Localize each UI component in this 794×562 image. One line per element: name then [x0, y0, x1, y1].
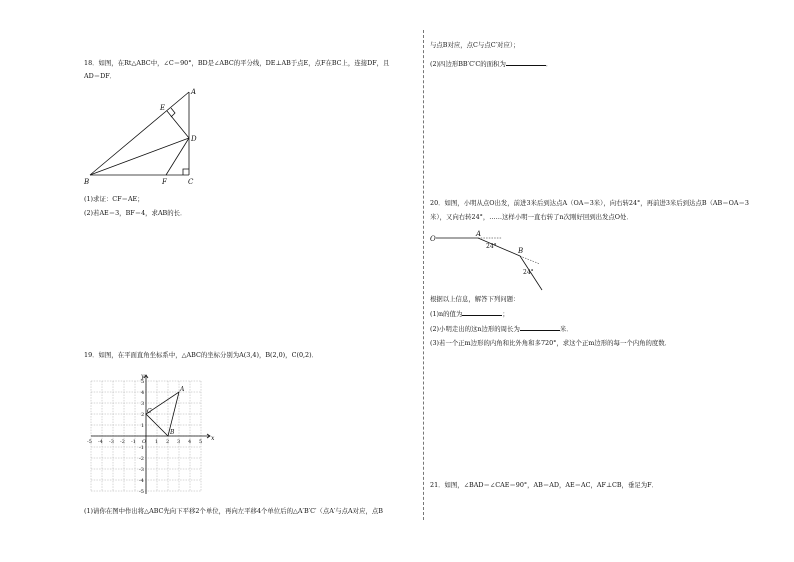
x-tick-label: 4 [188, 439, 192, 445]
answer-blank-n[interactable] [462, 308, 502, 316]
x-tick-label: 5 [199, 439, 203, 445]
label-A: A [476, 230, 482, 238]
y-tick-label: 5 [141, 379, 145, 385]
column-divider [423, 30, 424, 520]
point-C-label: C [147, 408, 152, 415]
q20-line1: 20．如图，小明从点O出发，前进3米后到达点A（OA＝3米），向右转24°，再前进3米后到达点B（AB＝OA＝3 [430, 199, 749, 207]
label-A: A [191, 88, 197, 96]
y-axis-label: y [141, 373, 145, 380]
right-angle-C [183, 169, 189, 175]
segment-BD [90, 138, 189, 175]
label-O: O [430, 235, 436, 243]
point-B-label: B [170, 429, 175, 436]
x-tick-label: 3 [177, 439, 181, 445]
q20-sub2: (2)小明走出的这n边形的周长为 米． [430, 325, 573, 333]
q20-intro: 根据以上信息，解答下列问题： [430, 295, 520, 303]
label-F: F [162, 178, 167, 186]
x-tick-label: -3 [109, 439, 114, 445]
q20-figure [430, 228, 560, 298]
point-A-label: A [180, 386, 185, 393]
y-tick-label: 3 [141, 401, 145, 407]
x-tick-label: -4 [98, 439, 103, 445]
q18-line1: 18．如图，在Rt△ABC中，∠C＝90°，BD是∠ABC的平分线，DE⊥AB于点E，点F在BC上，连接DF，且 [84, 59, 390, 67]
x-tick-label: -5 [87, 439, 92, 445]
x-tick-label: -2 [120, 439, 125, 445]
answer-blank-perimeter[interactable] [520, 323, 560, 331]
q21-line1: 21．如图，∠BAD＝∠CAE＝90°，AB＝AD，AE＝AC，AF⊥CB，垂足为F． [430, 481, 658, 489]
y-tick-label: 1 [141, 423, 145, 429]
angle-label-2: 24° [523, 269, 534, 276]
x-axis-label: x [211, 435, 215, 442]
right-angle-E [171, 108, 175, 117]
q18-figure [84, 86, 214, 186]
x-tick-label: -1 [131, 439, 136, 445]
x-tick-label: O [142, 439, 147, 445]
segment-DE [167, 111, 189, 138]
q19-line1: 19．如图，在平面直角坐标系中，△ABC的坐标分别为A(3,4)，B(2,0)，C(0,2)． [84, 351, 318, 359]
y-tick-label: 4 [141, 390, 145, 396]
segment-DF [166, 138, 189, 175]
q18-sub1: (1)求证：CF＝AE； [84, 195, 144, 203]
y-tick-label: -3 [139, 467, 144, 473]
y-tick-label: -4 [139, 478, 144, 484]
q20-sub1: (1)n的值为 ； [430, 310, 509, 318]
y-tick-label: -1 [139, 445, 144, 451]
x-tick-label: 2 [166, 439, 170, 445]
q19-coordinate-grid [88, 372, 214, 498]
label-D: D [191, 135, 197, 143]
label-E: E [160, 104, 166, 112]
label-C: C [188, 178, 194, 186]
answer-blank[interactable] [506, 58, 546, 66]
q18-sub2: (2)若AE＝3，BF＝4，求AB的长． [84, 209, 187, 217]
label-B: B [84, 178, 90, 186]
path-AB [478, 238, 520, 256]
q19-cont-line1: 与点B对应，点C与点C′对应）； [430, 41, 520, 49]
q20-sub3: (3)若一个正m边形的内角和比外角和多720°，求这个正m边形的每一个内角的度数． [430, 339, 672, 347]
y-tick-label: -2 [139, 456, 144, 462]
q18-line2: AD＝DF． [84, 72, 117, 80]
q19-sub1: (1)请你在图中作出将△ABC先向下平移2个单位，再向左平移4个单位后的△A′B′C′（点A′与点A对应，点B [84, 507, 383, 515]
x-tick-label: 1 [155, 439, 159, 445]
q19-sub2: (2)四边形BB′C′C的面积为 ． [430, 60, 553, 68]
y-tick-label: 2 [141, 412, 145, 418]
y-tick-label: -5 [139, 489, 144, 495]
label-B: B [518, 247, 524, 255]
q20-line2: 米），又向右转24°，……这样小明一直右转了n次刚好回到出发点O处． [430, 213, 633, 221]
angle-label-1: 24° [486, 243, 497, 250]
